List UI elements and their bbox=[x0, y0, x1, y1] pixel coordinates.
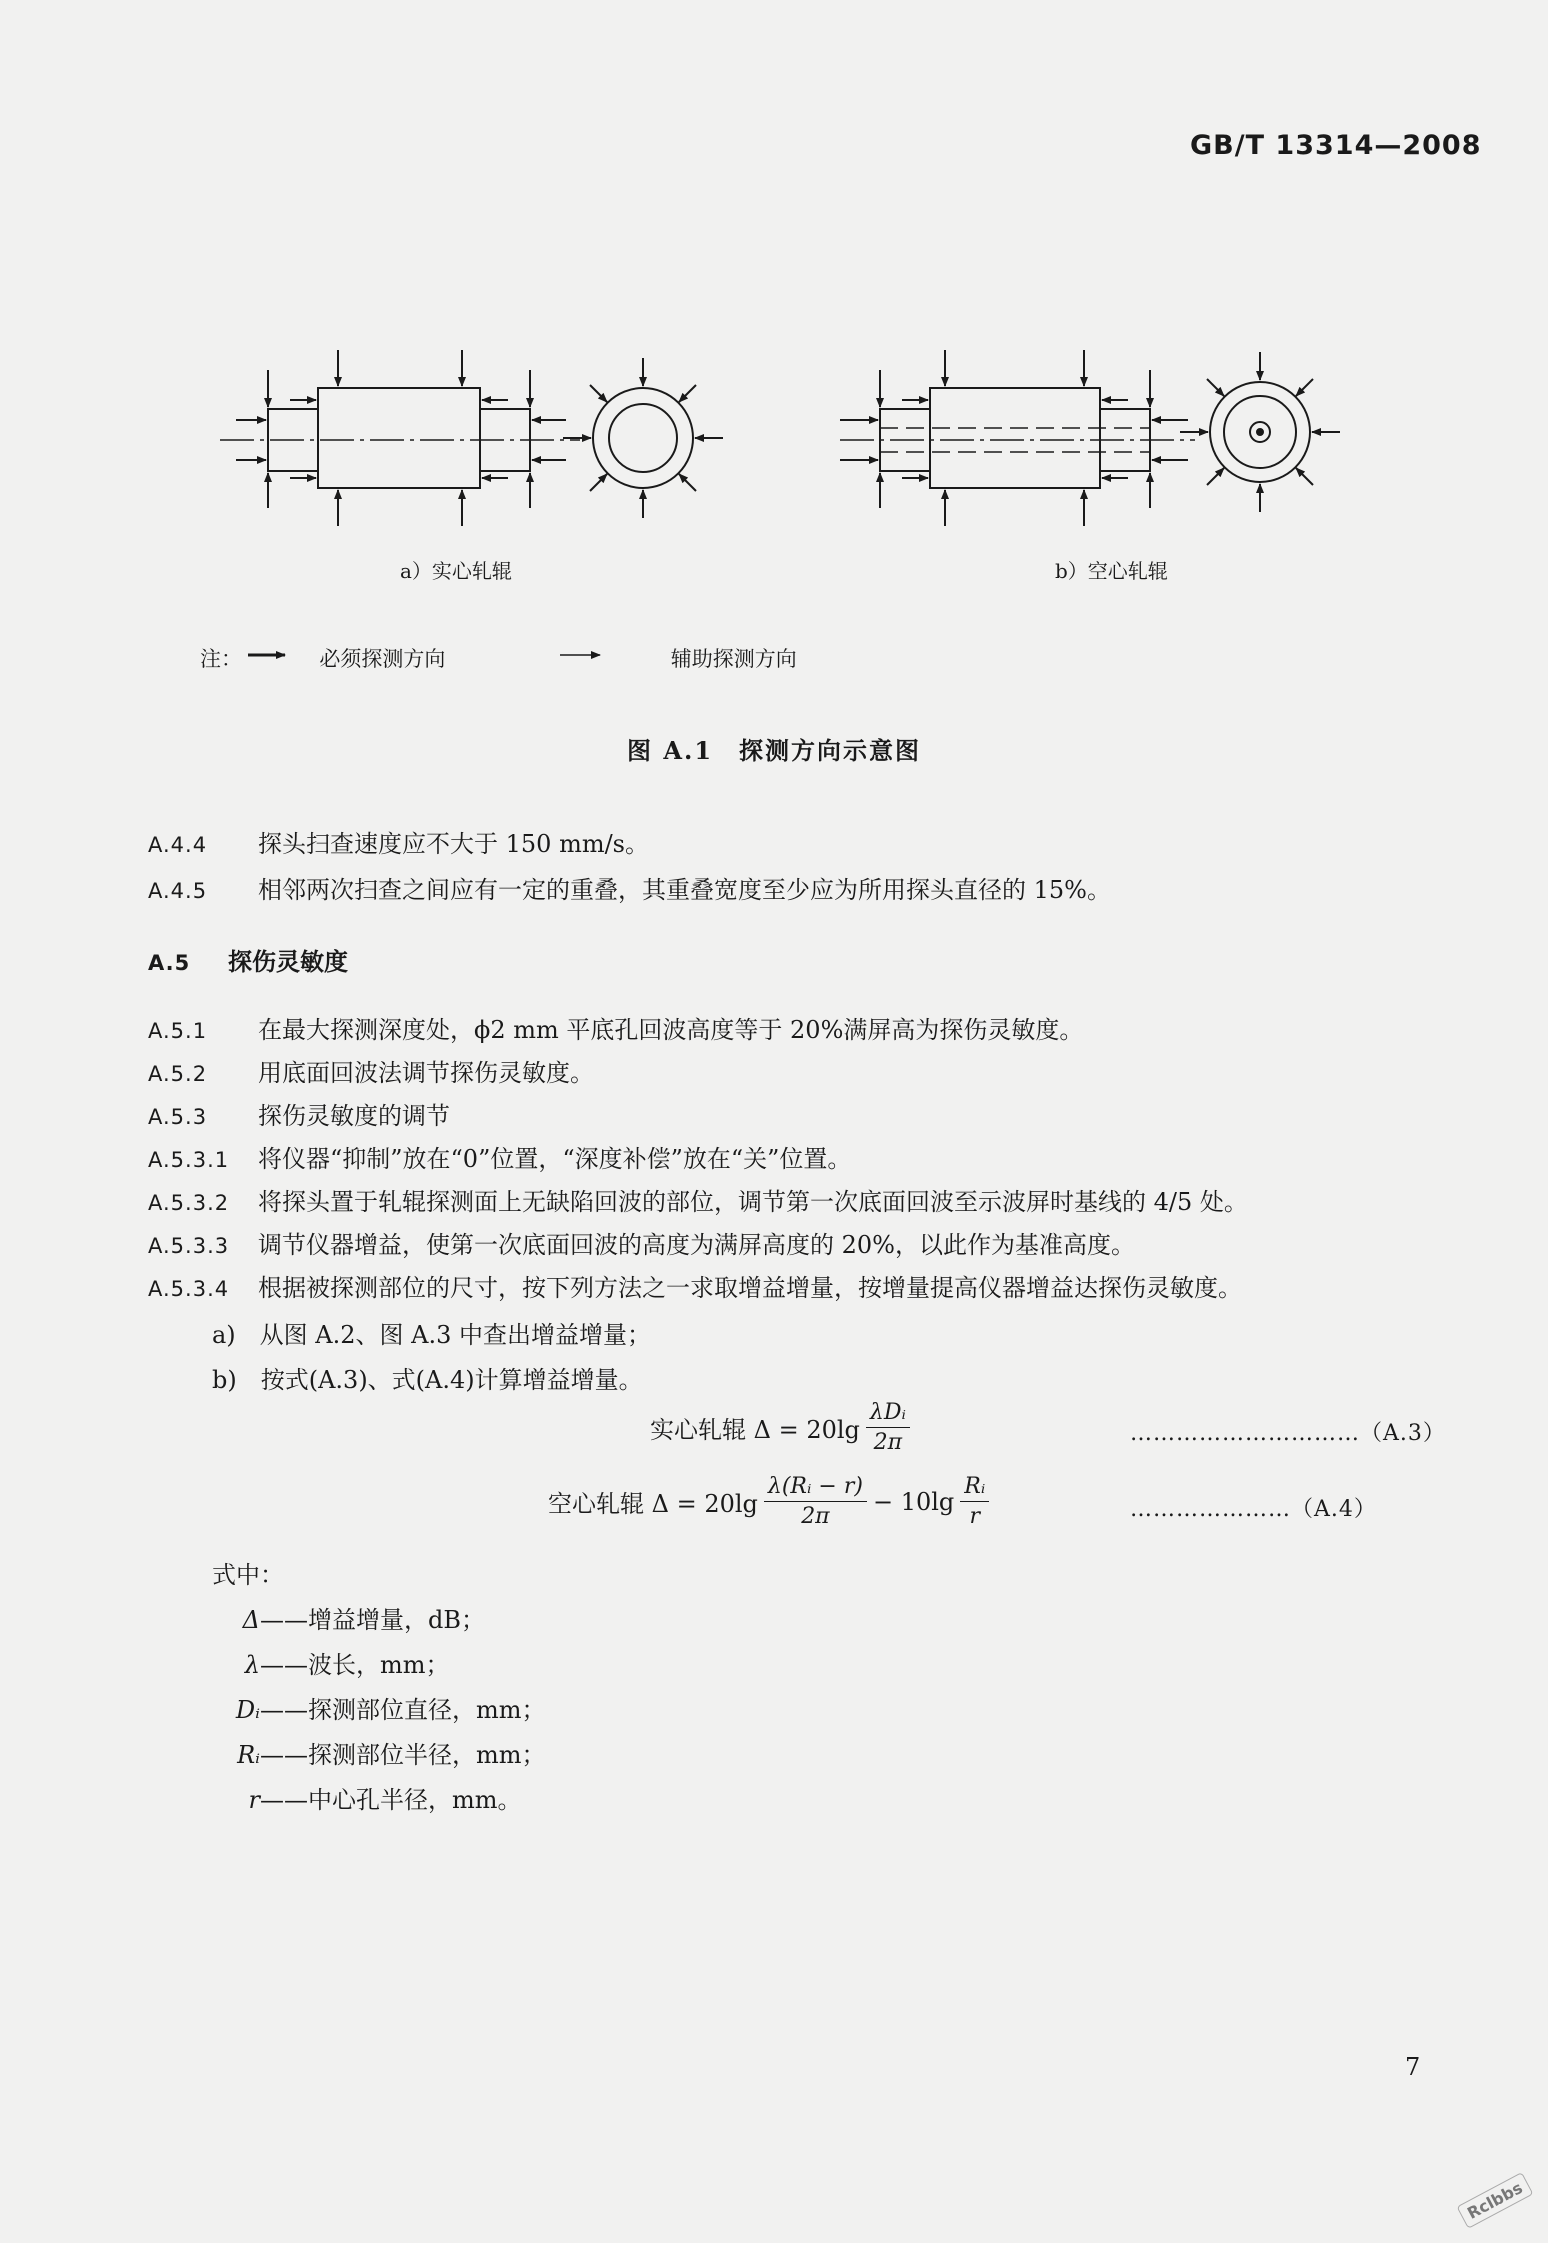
symbol-definition bbox=[208, 1780, 522, 1815]
formula-a3-numerator: λDᵢ bbox=[866, 1400, 910, 1428]
paragraph-a533 bbox=[148, 1225, 1135, 1260]
formula-a3-denominator: 2π bbox=[873, 1430, 903, 1455]
symbol-description: ——中心孔半径，mm。 bbox=[260, 1786, 522, 1814]
figure-a1-drawing bbox=[0, 0, 1548, 700]
symbol-description: ——增益增量，dB； bbox=[260, 1606, 485, 1634]
page-number: 7 bbox=[1405, 2053, 1421, 2081]
paragraph-a44 bbox=[148, 824, 649, 859]
formula-a3-tag: …………………………（A.3） bbox=[1130, 1421, 1446, 1446]
clause-text: 探头扫查速度应不大于 150 mm/s。 bbox=[258, 830, 649, 858]
clause-text: 探伤灵敏度的调节 bbox=[258, 1102, 450, 1130]
symbol-definition bbox=[208, 1690, 546, 1725]
figure-note bbox=[200, 643, 803, 673]
formula-a4-tag: …………………（A.4） bbox=[1130, 1497, 1377, 1522]
paragraph-a534 bbox=[148, 1268, 1242, 1303]
clause-text: 相邻两次扫查之间应有一定的重叠，其重叠宽度至少应为所用探头直径的 15%。 bbox=[258, 876, 1111, 904]
figure-title: 图 A.1 探测方向示意图 bbox=[626, 736, 922, 765]
clause-text: 将探头置于轧辊探测面上无缺陷回波的部位，调节第一次底面回波至示波屏时基线的 4/5 处。 bbox=[258, 1188, 1248, 1216]
clause-text: 根据被探测部位的尺寸，按下列方法之一求取增益增量，按增量提高仪器增益达探伤灵敏度。 bbox=[258, 1274, 1242, 1302]
formula-a4 bbox=[548, 1474, 995, 1529]
clause-number: A.4.5 bbox=[148, 879, 208, 903]
symbol-definition bbox=[208, 1645, 450, 1680]
clause-number: A.5.3 bbox=[148, 1105, 208, 1129]
formula-a4-lhs: 空心轧辊 Δ = 20lg bbox=[548, 1490, 758, 1518]
formula-a4-denominator-1: 2π bbox=[801, 1504, 830, 1529]
hollow-roll-cross-section bbox=[1180, 352, 1340, 512]
list-item-b: b) 按式(A.3)、式(A.4)计算增益增量。 bbox=[212, 1366, 643, 1394]
section-number: A.5 bbox=[148, 951, 191, 975]
symbol: Rᵢ bbox=[237, 1741, 260, 1769]
symbol-definition bbox=[208, 1735, 546, 1770]
symbol: λ bbox=[244, 1651, 260, 1679]
formula-a4-fraction-2 bbox=[960, 1474, 989, 1529]
formula-a3-fraction bbox=[866, 1400, 910, 1455]
paragraph-a53 bbox=[148, 1096, 450, 1131]
section-title: 探伤灵敏度 bbox=[228, 947, 348, 976]
clause-text: 用底面回波法调节探伤灵敏度。 bbox=[258, 1059, 594, 1087]
standard-code: GB/T 13314—2008 bbox=[1190, 130, 1482, 161]
note-prefix: 注： bbox=[200, 647, 242, 671]
symbol: Δ bbox=[242, 1606, 260, 1634]
symbol: Dᵢ bbox=[235, 1696, 260, 1724]
formula-a4-denominator-2: r bbox=[969, 1504, 981, 1529]
clause-text: 将仪器“抑制”放在“0”位置，“深度补偿”放在“关”位置。 bbox=[258, 1145, 852, 1173]
clause-number: A.5.3.3 bbox=[148, 1234, 230, 1258]
clause-number: A.5.3.2 bbox=[148, 1191, 230, 1215]
caption-solid-roll: a）实心轧辊 bbox=[400, 559, 512, 583]
formula-a4-numerator-2: Rᵢ bbox=[960, 1474, 989, 1502]
formula-a3 bbox=[650, 1400, 916, 1455]
paragraph-a51 bbox=[148, 1010, 1083, 1045]
paragraph-a52 bbox=[148, 1053, 594, 1088]
formula-a4-fraction-1 bbox=[764, 1474, 867, 1529]
clause-number: A.5.3.4 bbox=[148, 1277, 230, 1301]
list-item-a: a) 从图 A.2、图 A.3 中查出增益增量； bbox=[212, 1321, 652, 1349]
formula-a4-mid: − 10lg bbox=[872, 1487, 955, 1516]
formula-a3-lhs: 实心轧辊 Δ = 20lg bbox=[650, 1416, 860, 1444]
symbol-description: ——探测部位半径，mm； bbox=[260, 1741, 546, 1769]
clause-number: A.4.4 bbox=[148, 833, 208, 857]
where-label: 式中： bbox=[212, 1561, 284, 1589]
note-auxiliary-label: 辅助探测方向 bbox=[670, 647, 797, 671]
solid-roll-cross-section bbox=[563, 358, 723, 518]
note-required-label: 必须探测方向 bbox=[319, 647, 446, 671]
symbol-definition bbox=[208, 1600, 485, 1635]
solid-roll-side-view bbox=[220, 350, 580, 526]
clause-text: 调节仪器增益，使第一次底面回波的高度为满屏高度的 20%，以此作为基准高度。 bbox=[258, 1231, 1135, 1259]
clause-number: A.5.3.1 bbox=[148, 1148, 230, 1172]
caption-hollow-roll: b）空心轧辊 bbox=[1055, 559, 1168, 583]
formula-a4-numerator-1: λ(Rᵢ − r) bbox=[764, 1474, 867, 1502]
clause-text: 在最大探测深度处，ϕ2 mm 平底孔回波高度等于 20%满屏高为探伤灵敏度。 bbox=[258, 1016, 1084, 1044]
paragraph-a531 bbox=[148, 1139, 851, 1174]
symbol: r bbox=[248, 1786, 260, 1814]
symbol-description: ——波长，mm； bbox=[260, 1651, 450, 1679]
clause-number: A.5.1 bbox=[148, 1019, 208, 1043]
paragraph-a532 bbox=[148, 1182, 1248, 1217]
symbol-description: ——探测部位直径，mm； bbox=[260, 1696, 546, 1724]
watermark-stamp: Rclbbs bbox=[1456, 2172, 1533, 2229]
section-heading-a5 bbox=[148, 942, 348, 977]
paragraph-a45 bbox=[148, 870, 1111, 905]
hollow-roll-side-view bbox=[840, 350, 1195, 526]
clause-number: A.5.2 bbox=[148, 1062, 208, 1086]
